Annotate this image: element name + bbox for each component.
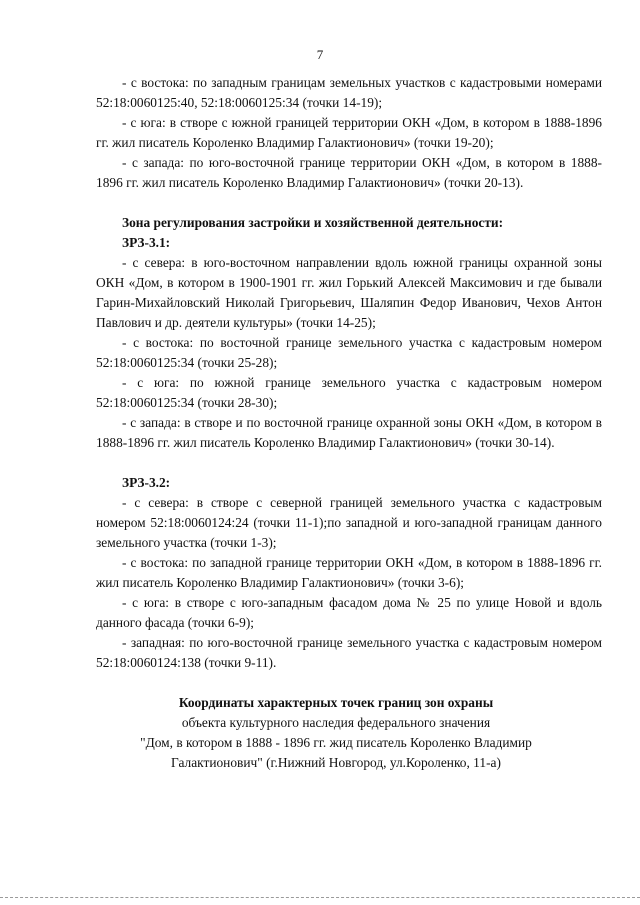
zrz32-item-east: - с востока: по западной границе территории ОКН «Дом, в котором в 1888-1896 гг. жил писатель Короленко Владимир Галактионович» (точки 3-6);	[96, 555, 602, 590]
zrz32-item-south: - с юга: в створе с юго-западным фасадом дома № 25 по улице Новой и вдоль данного фасада (точки 6-9);	[96, 595, 602, 630]
zrz31-label: ЗРЗ-3.1:	[122, 235, 171, 250]
coordinates-title-block	[70, 693, 602, 773]
coordinates-title: Координаты характерных точек границ зон охраны	[178, 695, 494, 710]
scan-edge-line	[0, 897, 640, 899]
boundary-item-west: - с запада: по юго-восточной границе территории ОКН «Дом, в котором в 1888-1896 гг. жил писатель Короленко Владимир Галактионович» (точки 20-13).	[96, 155, 602, 190]
coordinates-subtitle-2: "Дом, в котором в 1888 - 1896 гг. жид писатель Короленко Владимир	[140, 735, 532, 750]
boundary-item-east: - с востока: по западным границам земельных участков с кадастровыми номерами 52:18:0060125:40, 52:18:0060125:34 (точки 14-19);	[96, 75, 602, 110]
section-gap	[96, 193, 602, 213]
zrz31-item-south: - с юга: по южной границе земельного участка с кадастровым номером 52:18:0060125:34 (точки 28-30);	[96, 375, 602, 410]
zrz32-label: ЗРЗ-3.2:	[122, 475, 171, 490]
zrz31-list	[96, 253, 602, 453]
zrz32-item-west: - западная: по юго-восточной границе земельного участка с кадастровым номером 52:18:0060124:138 (точки 9-11).	[96, 635, 602, 670]
section-gap-2	[96, 453, 602, 473]
page-number: 7	[316, 47, 324, 62]
boundary-item-south: - с юга: в створе с южной границей территории ОКН «Дом, в котором в 1888-1896 гг. жил писатель Короленко Владимир Галактионович» (точки 19-20);	[96, 115, 602, 150]
zrz31-item-west: - с запада: в створе и по восточной границе охранной зоны ОКН «Дом, в котором в 1888-1896 гг. жил писатель Короленко Владимир Галактионович» (точки 30-14).	[96, 415, 602, 450]
boundary-description-list	[96, 73, 602, 193]
coordinates-subtitle-3: Галактионович" (г.Нижний Новгород, ул.Короленко, 11-а)	[171, 755, 501, 770]
zrz32-item-north: - с севера: в створе с северной границей земельного участка с кадастровым номером 52:18:0060124:24 (точки 11-1);по западной и юго-западной границам данного земельного участка (точки 1-3);	[96, 495, 602, 550]
zone-heading: Зона регулирования застройки и хозяйственной деятельности:	[122, 215, 504, 230]
section-gap-3	[96, 673, 602, 693]
coordinates-subtitle-1: объекта культурного наследия федерального значения	[181, 715, 491, 730]
zrz32-list	[96, 493, 602, 673]
zrz31-item-east: - с востока: по восточной границе земельного участка с кадастровым номером 52:18:0060125:34 (точки 25-28);	[96, 335, 602, 370]
zrz31-item-north: - с севера: в юго-восточном направлении вдоль южной границы охранной зоны ОКН «Дом, в котором в 1900-1901 гг. жил Горький Алексей Максимович и где бывали Гарин-Михайловский Николай Григорьевич, Шаляпин Федор Иванович, Чехов Антон Павлович и др. деятели культуры» (точки 14-25);	[96, 255, 602, 330]
document-body	[96, 73, 602, 773]
